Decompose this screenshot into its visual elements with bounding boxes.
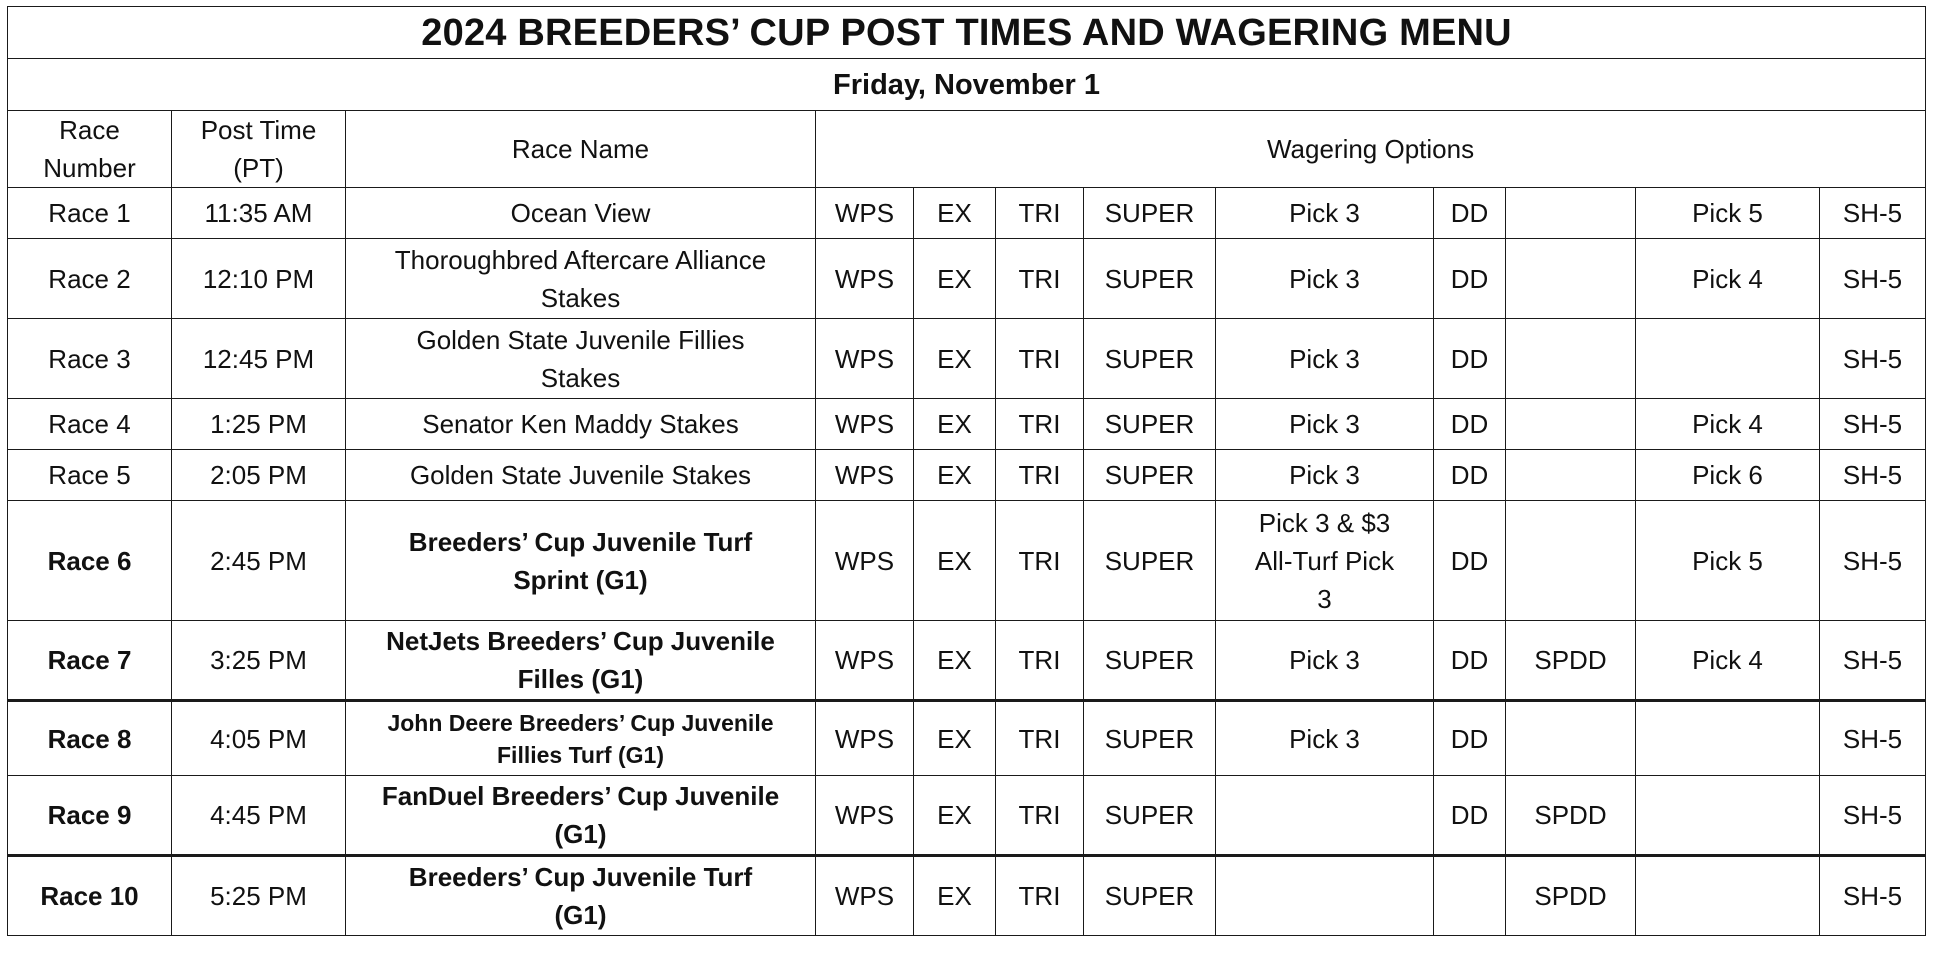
race-number-cell: Race 8 — [8, 701, 172, 776]
pick3-line: Pick 3 — [1289, 263, 1360, 294]
table-row — [8, 188, 1926, 239]
post-time-cell: 12:45 PM — [172, 319, 346, 399]
race-name-line: Fillies Turf (G1) — [497, 741, 664, 768]
post-time-cell: 2:05 PM — [172, 450, 346, 501]
spdd-cell — [1506, 239, 1636, 319]
spdd-cell: SPDD — [1506, 621, 1636, 701]
pick3-cell — [1216, 621, 1434, 701]
tri-cell: TRI — [996, 399, 1084, 450]
post-time-header — [172, 111, 346, 188]
post-time-cell: 11:35 AM — [172, 188, 346, 239]
pick3-line: All-Turf Pick — [1254, 545, 1395, 576]
race-number-cell: Race 6 — [8, 501, 172, 621]
dd-cell — [1434, 856, 1506, 936]
super-cell: SUPER — [1084, 188, 1216, 239]
race-number-cell: Race 5 — [8, 450, 172, 501]
super-cell: SUPER — [1084, 450, 1216, 501]
ex-cell: EX — [914, 776, 996, 856]
race-name-cell — [346, 319, 816, 399]
dd-cell: DD — [1434, 319, 1506, 399]
sh5-cell: SH-5 — [1820, 621, 1926, 701]
pick3-line: Pick 3 — [1289, 198, 1360, 228]
table-row — [8, 319, 1926, 399]
wps-cell: WPS — [816, 450, 914, 501]
table-row — [8, 450, 1926, 501]
pick3-cell — [1216, 319, 1434, 399]
pick-n-cell: Pick 4 — [1636, 399, 1820, 450]
pick3-line: 3 — [1317, 583, 1332, 614]
spdd-cell — [1506, 319, 1636, 399]
pick-n-cell: Pick 5 — [1636, 501, 1820, 621]
dd-cell: DD — [1434, 701, 1506, 776]
sh5-cell: SH-5 — [1820, 501, 1926, 621]
tri-cell: TRI — [996, 776, 1084, 856]
pick3-cell — [1216, 239, 1434, 319]
tri-cell: TRI — [996, 188, 1084, 239]
race-number-header-line-2: Number — [43, 153, 136, 183]
pick-n-cell: Pick 4 — [1636, 239, 1820, 319]
race-number-cell: Race 4 — [8, 399, 172, 450]
tri-cell: TRI — [996, 856, 1084, 936]
race-name-cell — [346, 701, 816, 776]
post-time-cell: 12:10 PM — [172, 239, 346, 319]
ex-cell: EX — [914, 399, 996, 450]
wps-cell: WPS — [816, 399, 914, 450]
wps-cell: WPS — [816, 501, 914, 621]
page-title: 2024 BREEDERS’ CUP POST TIMES AND WAGERING MENU — [8, 7, 1926, 59]
tri-cell: TRI — [996, 501, 1084, 621]
spdd-cell — [1506, 701, 1636, 776]
race-name-cell — [346, 856, 816, 936]
super-cell: SUPER — [1084, 856, 1216, 936]
table-row — [8, 621, 1926, 701]
ex-cell: EX — [914, 188, 996, 239]
pick3-cell — [1216, 188, 1434, 239]
tri-cell: TRI — [996, 239, 1084, 319]
race-number-cell: Race 3 — [8, 319, 172, 399]
pick-n-cell — [1636, 701, 1820, 776]
wagering-menu-document — [7, 6, 1925, 936]
spdd-cell — [1506, 450, 1636, 501]
race-name-line: (G1) — [554, 900, 607, 930]
wps-cell: WPS — [816, 621, 914, 701]
pick3-line: Pick 3 — [1289, 409, 1360, 439]
race-number-cell: Race 1 — [8, 188, 172, 239]
ex-cell: EX — [914, 701, 996, 776]
pick3-line: Pick 3 — [1289, 343, 1360, 374]
race-name-line: Breeders’ Cup Juvenile Turf — [408, 862, 753, 892]
sh5-cell: SH-5 — [1820, 450, 1926, 501]
race-name-line: Stakes — [540, 282, 621, 313]
post-time-cell: 4:05 PM — [172, 701, 346, 776]
dd-cell: DD — [1434, 776, 1506, 856]
post-time-cell: 4:45 PM — [172, 776, 346, 856]
race-name-line: Breeders’ Cup Juvenile Turf — [408, 526, 753, 557]
race-name-line: (G1) — [554, 819, 607, 849]
tri-cell: TRI — [996, 319, 1084, 399]
race-name-line: NetJets Breeders’ Cup Juvenile — [386, 626, 775, 656]
race-name-line: Golden State Juvenile Fillies — [416, 324, 745, 355]
wagering-options-header: Wagering Options — [816, 111, 1926, 188]
dd-cell: DD — [1434, 450, 1506, 501]
header-row — [8, 111, 1926, 188]
super-cell: SUPER — [1084, 239, 1216, 319]
spdd-cell: SPDD — [1506, 776, 1636, 856]
ex-cell: EX — [914, 621, 996, 701]
race-name-line: Thoroughbred Aftercare Alliance — [394, 244, 767, 275]
tri-cell: TRI — [996, 621, 1084, 701]
wps-cell: WPS — [816, 776, 914, 856]
race-name-line: Senator Ken Maddy Stakes — [422, 409, 739, 439]
pick-n-cell — [1636, 776, 1820, 856]
ex-cell: EX — [914, 319, 996, 399]
spdd-cell — [1506, 188, 1636, 239]
ex-cell: EX — [914, 450, 996, 501]
post-time-cell: 1:25 PM — [172, 399, 346, 450]
sh5-cell: SH-5 — [1820, 188, 1926, 239]
table-row — [8, 701, 1926, 776]
pick3-cell — [1216, 701, 1434, 776]
pick-n-cell: Pick 4 — [1636, 621, 1820, 701]
wps-cell: WPS — [816, 856, 914, 936]
sh5-cell: SH-5 — [1820, 319, 1926, 399]
pick-n-cell — [1636, 319, 1820, 399]
sh5-cell: SH-5 — [1820, 239, 1926, 319]
race-name-cell — [346, 501, 816, 621]
spdd-cell — [1506, 501, 1636, 621]
race-name-cell — [346, 399, 816, 450]
post-time-header-line-1: Post Time — [200, 115, 317, 145]
ex-cell: EX — [914, 856, 996, 936]
race-name-header: Race Name — [346, 111, 816, 188]
race-name-cell — [346, 188, 816, 239]
race-number-header-line-1: Race — [59, 115, 120, 145]
pick3-cell — [1216, 399, 1434, 450]
post-time-cell: 3:25 PM — [172, 621, 346, 701]
sh5-cell: SH-5 — [1820, 399, 1926, 450]
race-name-cell — [346, 450, 816, 501]
wps-cell: WPS — [816, 239, 914, 319]
ex-cell: EX — [914, 501, 996, 621]
race-name-cell — [346, 776, 816, 856]
race-number-header — [8, 111, 172, 188]
race-number-cell: Race 9 — [8, 776, 172, 856]
race-name-line: Golden State Juvenile Stakes — [409, 460, 752, 490]
race-name-cell — [346, 621, 816, 701]
dd-cell: DD — [1434, 239, 1506, 319]
race-name-line: FanDuel Breeders’ Cup Juvenile — [381, 781, 780, 811]
race-number-cell: Race 10 — [8, 856, 172, 936]
day-heading: Friday, November 1 — [8, 59, 1926, 111]
sh5-cell: SH-5 — [1820, 701, 1926, 776]
pick3-cell — [1216, 856, 1434, 936]
table-row — [8, 776, 1926, 856]
race-name-line: John Deere Breeders’ Cup Juvenile — [387, 709, 774, 736]
pick-n-cell: Pick 5 — [1636, 188, 1820, 239]
pick3-cell — [1216, 450, 1434, 501]
dd-cell: DD — [1434, 399, 1506, 450]
wps-cell: WPS — [816, 188, 914, 239]
pick3-line: Pick 3 & $3 — [1258, 507, 1391, 538]
pick3-cell — [1216, 776, 1434, 856]
pick3-line: Pick 3 — [1289, 460, 1360, 490]
pick-n-cell: Pick 6 — [1636, 450, 1820, 501]
pick-n-cell — [1636, 856, 1820, 936]
dd-cell: DD — [1434, 621, 1506, 701]
wps-cell: WPS — [816, 319, 914, 399]
sh5-cell: SH-5 — [1820, 776, 1926, 856]
spdd-cell: SPDD — [1506, 856, 1636, 936]
race-name-line: Stakes — [540, 362, 621, 393]
super-cell: SUPER — [1084, 701, 1216, 776]
race-number-cell: Race 2 — [8, 239, 172, 319]
race-name-cell — [346, 239, 816, 319]
race-name-line: Sprint (G1) — [513, 564, 648, 595]
post-time-cell: 5:25 PM — [172, 856, 346, 936]
super-cell: SUPER — [1084, 501, 1216, 621]
post-time-cell: 2:45 PM — [172, 501, 346, 621]
dd-cell: DD — [1434, 501, 1506, 621]
wps-cell: WPS — [816, 701, 914, 776]
tri-cell: TRI — [996, 701, 1084, 776]
tri-cell: TRI — [996, 450, 1084, 501]
pick3-cell — [1216, 501, 1434, 621]
super-cell: SUPER — [1084, 621, 1216, 701]
spdd-cell — [1506, 399, 1636, 450]
pick3-line: Pick 3 — [1289, 723, 1360, 754]
sh5-cell: SH-5 — [1820, 856, 1926, 936]
post-time-header-line-2: (PT) — [233, 153, 284, 183]
pick3-line: Pick 3 — [1289, 645, 1360, 675]
dd-cell: DD — [1434, 188, 1506, 239]
table-row — [8, 856, 1926, 936]
table-row — [8, 399, 1926, 450]
table-row — [8, 501, 1926, 621]
race-name-line: Ocean View — [510, 198, 651, 228]
super-cell: SUPER — [1084, 399, 1216, 450]
race-number-cell: Race 7 — [8, 621, 172, 701]
ex-cell: EX — [914, 239, 996, 319]
table-row — [8, 239, 1926, 319]
wagering-menu-table — [7, 6, 1926, 936]
race-name-line: Filles (G1) — [517, 664, 644, 694]
super-cell: SUPER — [1084, 776, 1216, 856]
super-cell: SUPER — [1084, 319, 1216, 399]
